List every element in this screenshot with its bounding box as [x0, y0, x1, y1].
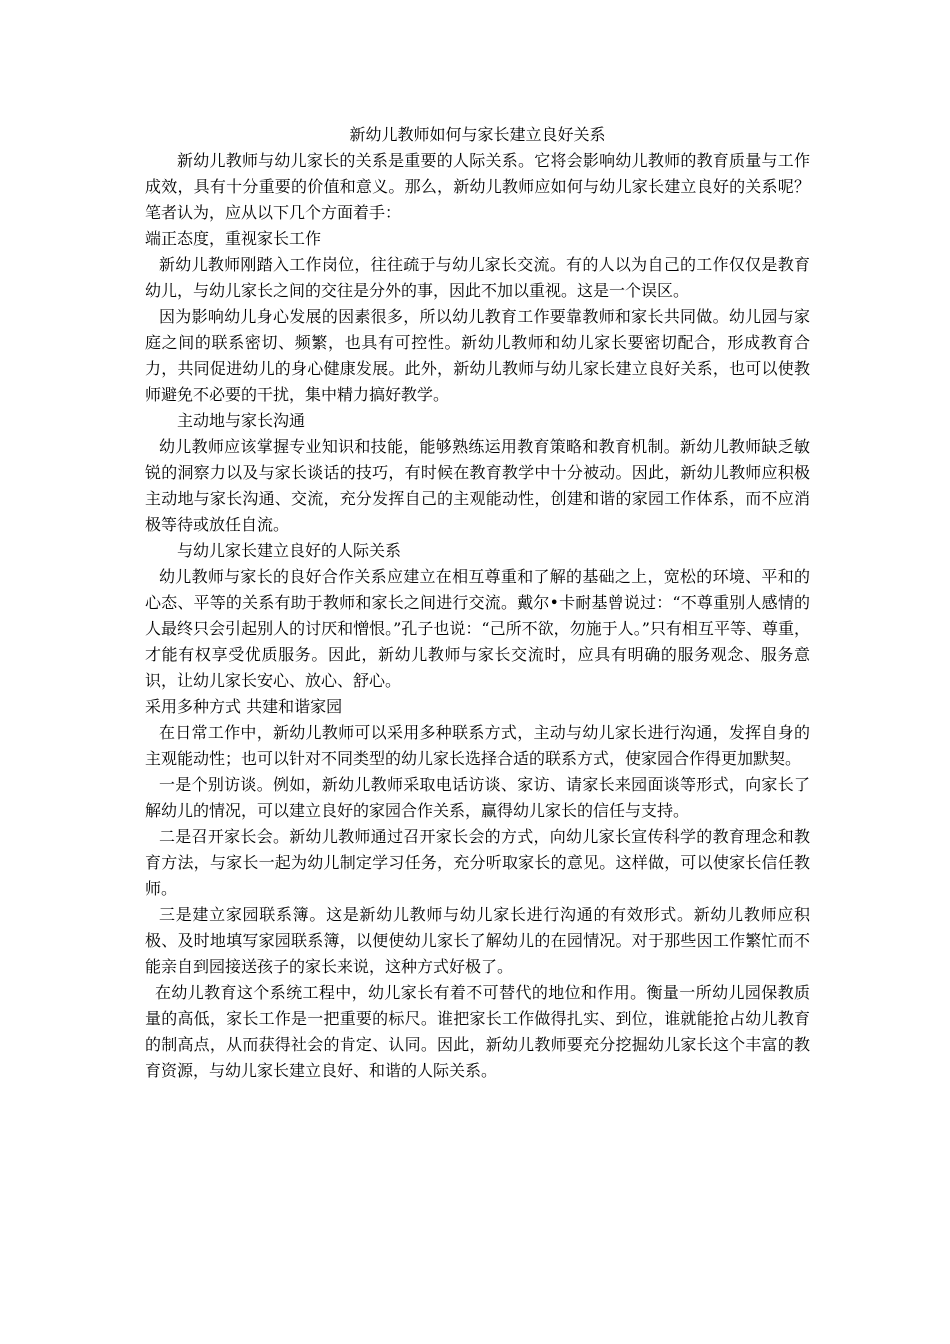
- section-1-paragraph-2: 因为影响幼儿身心发展的因素很多，所以幼儿教育工作要靠教师和家长共同做。幼儿园与家庭之间的联系密切、频繁，也具有可控性。新幼儿教师和幼儿家长要密切配合，形成教育合力，共同促进幼儿的身心健康发展。此外，新幼儿教师与幼儿家长建立良好关系，也可以使教师避免不必要的干扰，集中精力搞好教学。: [145, 307, 810, 404]
- document-body: [145, 122, 810, 1084]
- section-1-paragraph-1: 新幼儿教师刚踏入工作岗位，往往疏于与幼儿家长交流。有的人以为自己的工作仅仅是教育幼儿，与幼儿家长之间的交往是分外的事，因此不加以重视。这是一个误区。: [145, 255, 810, 300]
- section-heading-4: 采用多种方式 共建和谐家园: [145, 697, 343, 716]
- section-heading-2: 主动地与家长沟通: [177, 411, 306, 430]
- conclusion-paragraph: 在幼儿教育这个系统工程中，幼儿家长有着不可替代的地位和作用。衡量一所幼儿园保教质量的高低，家长工作是一把重要的标尺。谁把家长工作做得扎实、到位，谁就能抢占幼儿教育的制高点，从而获得社会的肯定、认同。因此，新幼儿教师要充分挖掘幼儿家长这个丰富的教育资源，与幼儿家长建立良好、和谐的人际关系。: [145, 983, 810, 1080]
- section-4-paragraph-2: 一是个别访谈。例如，新幼儿教师采取电话访谈、家访、请家长来园面谈等形式，向家长了解幼儿的情况，可以建立良好的家园合作关系，赢得幼儿家长的信任与支持。: [145, 775, 810, 820]
- section-4-paragraph-4: 三是建立家园联系簿。这是新幼儿教师与幼儿家长进行沟通的有效形式。新幼儿教师应积极、及时地填写家园联系簿，以便使幼儿家长了解幼儿的在园情况。对于那些因工作繁忙而不能亲自到园接送孩子的家长来说，这种方式好极了。: [145, 905, 810, 976]
- document-title: 新幼儿教师如何与家长建立良好关系: [349, 125, 606, 144]
- intro-paragraph: 新幼儿教师与幼儿家长的关系是重要的人际关系。它将会影响幼儿教师的教育质量与工作成效，具有十分重要的价值和意义。那么，新幼儿教师应如何与幼儿家长建立良好的关系呢？笔者认为，应从以下几个方面着手：: [145, 151, 810, 222]
- section-4-paragraph-1: 在日常工作中，新幼儿教师可以采用多种联系方式，主动与幼儿家长进行沟通，发挥自身的主观能动性；也可以针对不同类型的幼儿家长选择合适的联系方式，使家园合作得更加默契。: [145, 723, 810, 768]
- section-heading-1: 端正态度，重视家长工作: [145, 229, 322, 248]
- section-heading-3: 与幼儿家长建立良好的人际关系: [177, 541, 402, 560]
- section-2-paragraph-1: 幼儿教师应该掌握专业知识和技能，能够熟练运用教育策略和教育机制。新幼儿教师缺乏敏锐的洞察力以及与家长谈话的技巧，有时候在教育教学中十分被动。因此，新幼儿教师应积极主动地与家长沟通、交流，充分发挥自己的主观能动性，创建和谐的家园工作体系，而不应消极等待或放任自流。: [145, 437, 810, 534]
- section-4-paragraph-3: 二是召开家长会。新幼儿教师通过召开家长会的方式，向幼儿家长宣传科学的教育理念和教育方法，与家长一起为幼儿制定学习任务，充分听取家长的意见。这样做，可以使家长信任教师。: [145, 827, 810, 898]
- section-3-paragraph-1: 幼儿教师与家长的良好合作关系应建立在相互尊重和了解的基础之上，宽松的环境、平和的心态、平等的关系有助于教师和家长之间进行交流。戴尔•卡耐基曾说过：“不尊重别人感情的人最终只会引起别人的讨厌和憎恨。”孔子也说：“己所不欲，勿施于人。”只有相互平等、尊重，才能有权享受优质服务。因此，新幼儿教师与家长交流时，应具有明确的服务观念、服务意识，让幼儿家长安心、放心、舒心。: [145, 567, 810, 690]
